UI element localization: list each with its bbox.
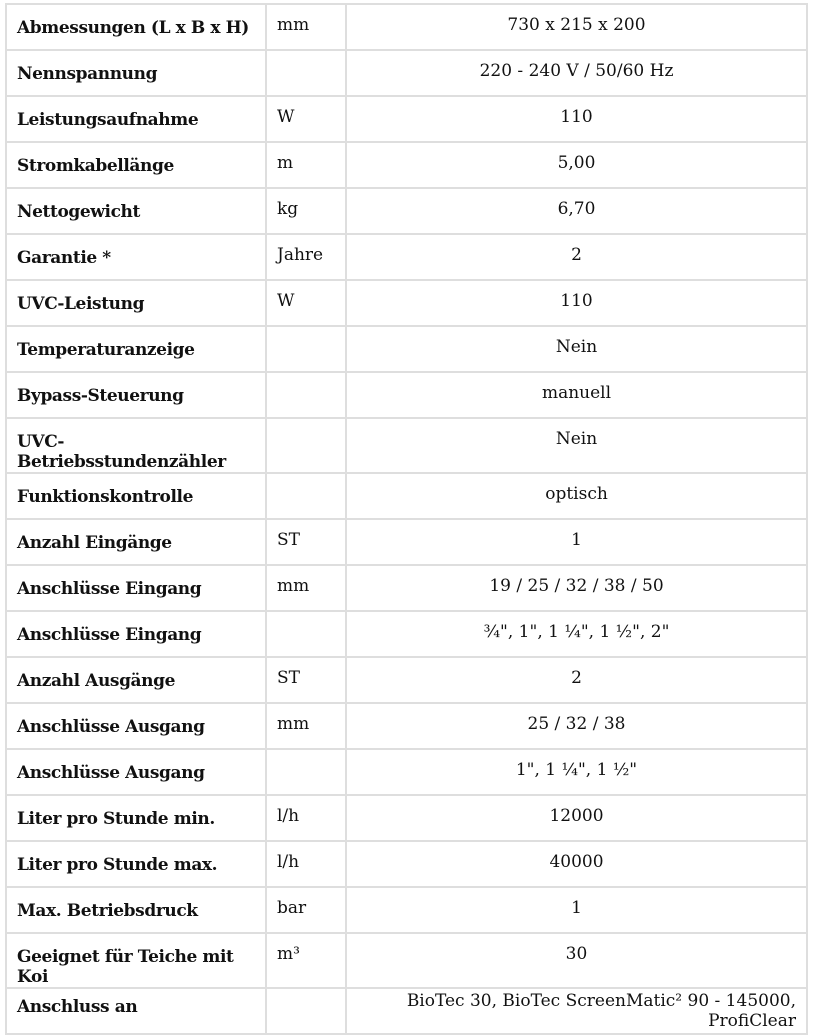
spec-unit [266,988,346,1034]
spec-label: Nettogewicht [6,188,266,234]
table-row [6,519,807,565]
spec-label: Anschluss an [6,988,266,1034]
spec-value: 220 - 240 V / 50/60 Hz [346,50,807,96]
spec-value: 12000 [346,795,807,841]
table-row [6,988,807,1034]
spec-unit: kg [266,188,346,234]
spec-unit: W [266,280,346,326]
spec-value: 40000 [346,841,807,887]
spec-value: 1 [346,887,807,933]
table-row [6,188,807,234]
spec-value: 19 / 25 / 32 / 38 / 50 [346,565,807,611]
spec-label: Anschlüsse Eingang [6,565,266,611]
spec-value: 1 [346,519,807,565]
table-row [6,234,807,280]
spec-value: 110 [346,280,807,326]
table-row [6,703,807,749]
table-row [6,473,807,519]
spec-unit: m³ [266,933,346,988]
spec-value: 730 x 215 x 200 [346,4,807,50]
spec-label: Anzahl Eingänge [6,519,266,565]
spec-label: Liter pro Stunde max. [6,841,266,887]
spec-unit: mm [266,703,346,749]
table-row [6,4,807,50]
table-row [6,795,807,841]
spec-unit: W [266,96,346,142]
table-row [6,326,807,372]
table-row [6,280,807,326]
table-row [6,96,807,142]
spec-unit: ST [266,657,346,703]
spec-value: 30 [346,933,807,988]
table-row [6,887,807,933]
spec-label: Anschlüsse Eingang [6,611,266,657]
table-row [6,142,807,188]
spec-unit [266,418,346,473]
spec-label: Abmessungen (L x B x H) [6,4,266,50]
spec-unit: m [266,142,346,188]
spec-label: Bypass-Steuerung [6,372,266,418]
spec-unit [266,50,346,96]
spec-value: BioTec 30, BioTec ScreenMatic² 90 - 145000, ProfiClear [346,988,807,1034]
spec-value: manuell [346,372,807,418]
spec-value: Nein [346,326,807,372]
table-row [6,565,807,611]
spec-label: Leistungsaufnahme [6,96,266,142]
spec-value: optisch [346,473,807,519]
spec-label: Geeignet für Teiche mit Koi [6,933,266,988]
table-row [6,372,807,418]
spec-unit: mm [266,565,346,611]
table-row [6,418,807,473]
spec-value: Nein [346,418,807,473]
spec-label: Temperaturanzeige [6,326,266,372]
table-row [6,657,807,703]
spec-value: 25 / 32 / 38 [346,703,807,749]
spec-unit: l/h [266,841,346,887]
spec-unit [266,473,346,519]
spec-unit: l/h [266,795,346,841]
spec-unit [266,749,346,795]
spec-label: Anschlüsse Ausgang [6,749,266,795]
spec-label: Anschlüsse Ausgang [6,703,266,749]
spec-label: Liter pro Stunde min. [6,795,266,841]
spec-unit: bar [266,887,346,933]
spec-label: Funktionskontrolle [6,473,266,519]
spec-value: 2 [346,234,807,280]
spec-value: 110 [346,96,807,142]
spec-label: Anzahl Ausgänge [6,657,266,703]
table-row [6,611,807,657]
table-row [6,749,807,795]
spec-unit [266,326,346,372]
spec-table [5,3,808,1035]
spec-unit [266,611,346,657]
spec-unit: mm [266,4,346,50]
spec-value: 6,70 [346,188,807,234]
spec-label: UVC-Betriebsstundenzähler [6,418,266,473]
spec-unit: ST [266,519,346,565]
table-row [6,50,807,96]
spec-value: 5,00 [346,142,807,188]
spec-value: 1", 1 ¼", 1 ½" [346,749,807,795]
spec-label: Max. Betriebsdruck [6,887,266,933]
spec-value: 2 [346,657,807,703]
table-row [6,933,807,988]
spec-unit: Jahre [266,234,346,280]
table-row [6,841,807,887]
spec-value: ¾", 1", 1 ¼", 1 ½", 2" [346,611,807,657]
spec-unit [266,372,346,418]
spec-label: UVC-Leistung [6,280,266,326]
spec-label: Stromkabellänge [6,142,266,188]
spec-label: Nennspannung [6,50,266,96]
spec-label: Garantie * [6,234,266,280]
